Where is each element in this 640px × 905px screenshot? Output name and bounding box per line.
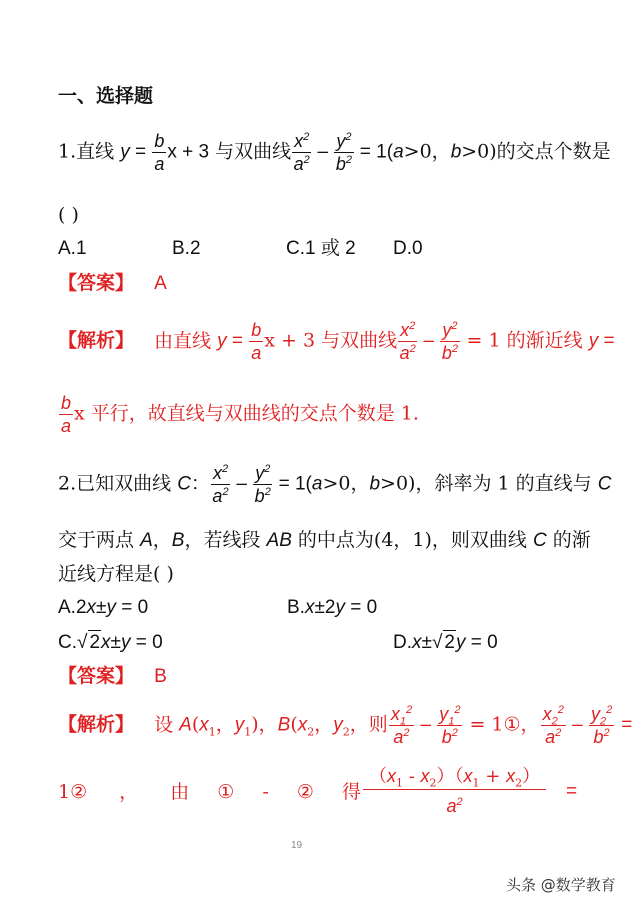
a2-ne-a: （ xyxy=(369,766,387,787)
q2-optA-eq: = 0 xyxy=(115,597,149,618)
q2-B: B xyxy=(171,530,185,551)
watermark: 头条 @数学教育 xyxy=(506,876,616,894)
a1-sq-4: 2 xyxy=(451,343,459,355)
a2-big-den-sq: 2 xyxy=(456,796,463,808)
q2-line2-c: 的中点为(4，1)，则双曲线 xyxy=(297,529,527,551)
a1-b: b xyxy=(441,343,452,363)
q2-minus: – xyxy=(231,473,253,495)
q2-optD-sqrt-icon: √ xyxy=(431,632,443,653)
a2-fa2-sup: 2 xyxy=(555,727,562,739)
q1-b: b xyxy=(335,154,346,174)
q2-AB: AB xyxy=(266,530,292,551)
a2-l2-c: 由 xyxy=(170,781,190,803)
a2-ne-s3: 1 xyxy=(472,776,480,790)
a2-x2: x xyxy=(297,714,308,736)
a2-p1b: ( xyxy=(290,713,298,736)
q2-y: y xyxy=(255,463,265,483)
q2-cond-b: b xyxy=(369,473,381,495)
a2-fa2: a xyxy=(545,727,556,747)
a2-frac-y1 xyxy=(437,704,462,747)
a2-l2-b: ， xyxy=(119,781,139,803)
a1-slope-num-2: b xyxy=(61,393,72,413)
a1-a: a xyxy=(399,343,410,363)
a2-fy1: y xyxy=(439,704,449,724)
a1-analysis-line-2 xyxy=(58,393,419,436)
a1-line1-a: 由直线 xyxy=(154,329,212,352)
a1-frac-x xyxy=(398,320,417,363)
q1-sq-4: 2 xyxy=(345,154,353,166)
q2-optB-y: y xyxy=(335,597,345,618)
a2-answer: B xyxy=(154,666,167,687)
q1-slope-fraction xyxy=(152,131,166,174)
a2-p2: )， xyxy=(251,713,278,736)
q1-cond-b-txt: >0)的交点个数是 xyxy=(461,140,611,163)
q1-mid: 与双曲线 xyxy=(215,140,292,163)
q1-eq: = xyxy=(129,141,152,163)
q2-optC-radicand: 2 xyxy=(89,632,101,653)
q1-a: a xyxy=(293,154,304,174)
a1-analysis-line-1 xyxy=(58,320,615,363)
a2-fx1-sub: 1 xyxy=(399,715,406,728)
a1-analysis-tag: 【解析】 xyxy=(58,329,135,352)
q1-option-c: C.1 或 2 xyxy=(286,238,356,259)
q2-line2-a: 交于两点 xyxy=(58,529,135,551)
a2-ne-e: ） xyxy=(522,766,541,787)
a2-minus-2: – xyxy=(566,714,588,736)
a2-A: A xyxy=(179,714,192,736)
a2-ne-x4: x xyxy=(506,766,516,786)
a2-x1: x xyxy=(199,714,209,736)
a2-fy1-sup: 2 xyxy=(454,704,461,716)
q1-sq-3: 2 xyxy=(345,131,352,143)
a2-fx1: x xyxy=(390,704,400,724)
a2-l2-e: - xyxy=(262,781,269,803)
a1-slope-fraction xyxy=(249,320,263,363)
q2-optA-y: y xyxy=(106,597,116,618)
question-2-line-3: 近线方程是( ) xyxy=(58,563,174,585)
a2-frac-x2 xyxy=(541,704,566,747)
q2-sq-2: 2 xyxy=(222,486,229,498)
a2-eq1: = 1①， xyxy=(463,713,540,736)
q2-A: A xyxy=(140,530,153,551)
q2-sq: 2 xyxy=(221,463,229,475)
a2-fx2: x xyxy=(542,704,552,724)
q1-paren: ( ) xyxy=(58,204,79,226)
q2-option-d xyxy=(393,630,498,655)
q1-after: x + 3 xyxy=(167,141,210,163)
a2-fb2-sup: 2 xyxy=(603,727,610,739)
q2-line2-b: ，若线段 xyxy=(184,529,261,551)
a2-c: ， xyxy=(215,713,235,736)
q2-line2-d: 的渐 xyxy=(552,529,591,551)
a2-l2-d: ① xyxy=(217,781,235,803)
a2-eq-end-2: = xyxy=(566,781,578,802)
q1-y: y xyxy=(120,141,130,163)
q2-optB: B. xyxy=(287,597,305,618)
a2-p1: ( xyxy=(191,713,200,736)
q2-optD-radicand: 2 xyxy=(444,632,455,653)
a2-minus-1: – xyxy=(415,714,437,736)
a1-line2: x 平行，故直线与双曲线的交点个数是 1. xyxy=(74,402,419,425)
a2-ne-s1: 1 xyxy=(396,776,403,790)
a2-fx2-sup: 2 xyxy=(557,704,564,716)
q2-optD: D. xyxy=(393,632,412,653)
a2-analysis-tag: 【解析】 xyxy=(58,713,135,736)
q2-frac-y xyxy=(253,463,272,506)
a2-frac-y2 xyxy=(589,704,614,747)
q2-cond-a: a xyxy=(311,473,323,495)
q1-hyperbola-frac-y xyxy=(334,131,353,174)
a2-ne-s4: 2 xyxy=(515,776,523,790)
a2-answer-tag: 【答案】 xyxy=(58,665,135,687)
q1-eq1: = 1( xyxy=(354,141,394,163)
a2-ne-x1: x xyxy=(387,766,396,786)
q1-cond-a-txt: >0， xyxy=(403,140,451,163)
q2-comma: ， xyxy=(152,529,172,551)
a1-x: x xyxy=(400,320,410,340)
a2-frac-x1 xyxy=(389,704,414,747)
q2-optB-eq: = 0 xyxy=(344,597,378,618)
q2-optC: C. xyxy=(58,632,77,653)
q1-hyperbola-frac-x xyxy=(292,131,311,174)
q2-optB-pm: ±2 xyxy=(314,597,336,618)
q2-option-a xyxy=(58,596,148,620)
q2-a: a xyxy=(212,486,223,506)
question-1-line-1 xyxy=(58,131,611,174)
q1-cond-b: b xyxy=(450,141,462,163)
q1-sq: 2 xyxy=(303,131,310,143)
a2-ne-c: ）（ xyxy=(436,766,464,787)
q2-optB-x: x xyxy=(304,597,315,618)
a2-c2: ， xyxy=(314,713,334,736)
a2-fb2: b xyxy=(593,727,604,747)
q2-optA: A.2 xyxy=(58,597,87,618)
a2-ne-d: + xyxy=(479,766,507,787)
q1-x: x xyxy=(294,131,304,151)
a1-y3: y xyxy=(588,330,599,352)
a2-l1-a: 设 xyxy=(154,713,174,736)
a1-slope-num: b xyxy=(251,320,262,340)
question-2-line-1 xyxy=(58,463,611,506)
a1-answer: A xyxy=(154,273,167,294)
a2-diff-fraction xyxy=(363,766,546,816)
q2-optD-eq: = 0 xyxy=(465,632,498,653)
a2-s1b: 1 xyxy=(244,725,252,739)
q2-optC-sqrt-icon: √ xyxy=(77,632,88,653)
a1-answer-tag: 【答案】 xyxy=(58,272,135,294)
q2-optD-x: x xyxy=(412,632,422,653)
a2-big-fraction xyxy=(362,766,547,816)
q2-option-c xyxy=(58,630,163,655)
a2-fa1-sup: 2 xyxy=(403,727,410,739)
q2-C: C xyxy=(177,473,191,495)
a2-y1: y xyxy=(234,714,245,736)
a1-sq-2: 2 xyxy=(409,343,416,355)
a1-slope-den-2: a xyxy=(61,416,72,436)
a2-fy2-sub: 2 xyxy=(599,715,607,728)
a1-minus: – xyxy=(418,330,440,352)
a1-eq: = xyxy=(226,330,249,352)
a2-fa1: a xyxy=(393,727,404,747)
q2-x: x xyxy=(212,463,222,483)
q1-minus: – xyxy=(312,141,334,163)
a2-l2-a: 1② xyxy=(58,781,88,803)
q1-prefix: 1.直线 xyxy=(58,140,115,163)
q1-option-a: A.1 xyxy=(58,238,87,259)
a2-fb1: b xyxy=(441,727,452,747)
a2-fb1-sup: 2 xyxy=(451,727,458,739)
a2-s1: 1 xyxy=(208,725,216,739)
q2-colon: ： xyxy=(190,472,210,495)
q2-optC-eq: = 0 xyxy=(130,632,163,653)
q1-y2: y xyxy=(336,131,346,151)
q2-option-b xyxy=(287,596,377,620)
q2-sq-3: 2 xyxy=(264,463,271,475)
a1-line1-b: x + 3 与双曲线 xyxy=(264,329,398,352)
a2-y2: y xyxy=(333,714,343,736)
q1-option-b: B.2 xyxy=(172,238,201,259)
q2-sq-4: 2 xyxy=(264,486,271,498)
q2-optD-pm: ± xyxy=(421,632,432,653)
q2-b: b xyxy=(254,486,265,506)
a2-ne-s2: 2 xyxy=(429,776,437,790)
a2-l2-f: ② xyxy=(296,781,314,803)
q1-sq-2: 2 xyxy=(303,154,310,166)
a2-analysis-line-1 xyxy=(58,704,632,747)
q2-optC-pm: ± xyxy=(110,632,121,653)
a2-ne-b: - xyxy=(403,766,421,787)
a2-s2b: 2 xyxy=(342,725,350,739)
q1-slope-num: b xyxy=(154,131,165,151)
q1-cond-a: a xyxy=(393,141,404,163)
a2-ne-x2: x xyxy=(420,766,430,786)
a2-fy2-sup: 2 xyxy=(606,704,613,716)
question-2-line-2 xyxy=(58,528,591,553)
a1-sq-3: 2 xyxy=(451,320,458,332)
a2-s2: 2 xyxy=(307,725,315,739)
a1-frac-y xyxy=(440,320,459,363)
a2-fx1-sup: 2 xyxy=(405,704,413,716)
q2-optC-x: x xyxy=(101,632,111,653)
q2-eq1: = 1( xyxy=(273,473,312,495)
a2-l2-g: 得 xyxy=(341,781,361,803)
q2-cond-a-txt: >0， xyxy=(322,472,370,495)
q2-C-3: C xyxy=(532,530,547,551)
q1-option-d: D.0 xyxy=(393,238,423,259)
q2-cond-tail: >0)，斜率为 1 的直线与 xyxy=(380,472,592,495)
a2-eq-end-1: = xyxy=(621,714,633,736)
q2-optC-y: y xyxy=(120,632,131,653)
page-number: 19 xyxy=(291,840,303,851)
a1-line1-c: = 1 的渐近线 xyxy=(460,329,583,352)
a2-then: ，则 xyxy=(349,713,388,736)
a2-B: B xyxy=(277,714,291,736)
q2-optA-pm: ± xyxy=(96,597,107,618)
q2-frac-x xyxy=(211,463,230,506)
a1-answer-line xyxy=(58,271,167,296)
a2-big-den-a: a xyxy=(446,796,457,816)
q2-optA-x: x xyxy=(86,597,97,618)
a1-slope-fraction-2 xyxy=(59,393,73,436)
a1-y: y xyxy=(217,330,227,352)
q2-optD-y: y xyxy=(455,632,466,653)
a1-y2: y xyxy=(442,320,452,340)
a2-fy1-sub: 1 xyxy=(448,715,455,728)
a1-sq: 2 xyxy=(409,320,416,332)
q2-prefix: 2.已知双曲线 xyxy=(58,472,172,495)
a2-answer-line xyxy=(58,664,167,689)
q2-C-2: C xyxy=(597,473,612,495)
section-title: 一、选择题 xyxy=(58,85,154,107)
a2-ne-x3: x xyxy=(463,766,473,786)
a1-slope-den: a xyxy=(251,343,262,363)
q1-slope-den: a xyxy=(154,154,165,174)
a2-fx2-sub: 2 xyxy=(551,715,558,728)
a1-eq-2: = xyxy=(598,330,615,352)
a2-fy2: y xyxy=(590,704,600,724)
